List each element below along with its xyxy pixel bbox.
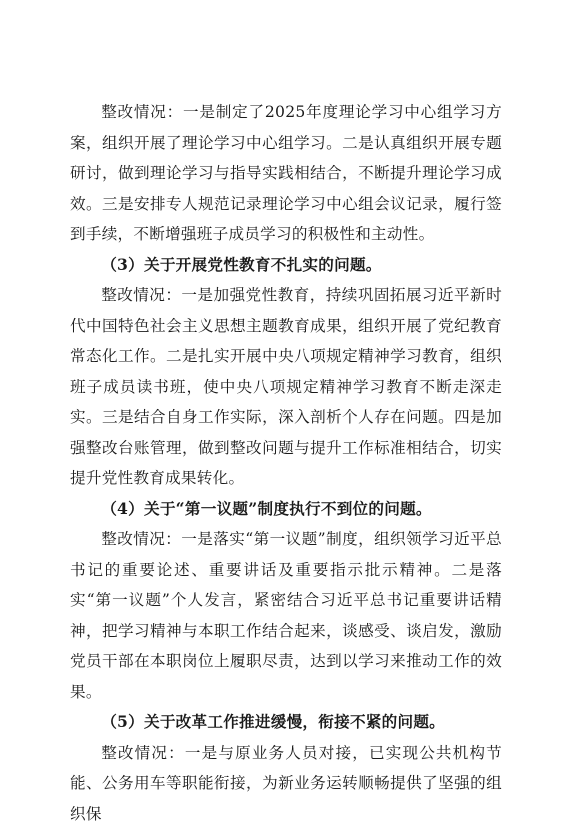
heading-party-spirit-education: （3）关于开展党性教育不扎实的问题。 — [70, 250, 502, 281]
document-page — [70, 97, 502, 829]
paragraph-rectification-first-topic: 整改情况：一是落实“第一议题”制度，组织领学习近平总书记的重要论述、重要讲话及重要指示批示精神。二是落实“第一议题”个人发言，紧密结合习近平总书记重要讲话精神，把学习精神与本职工作结合起来，谈感受、谈启发，激励党员干部在本职岗位上履职尽责，达到以学习来推动工作的效果。 — [70, 524, 502, 707]
paragraph-rectification-party-spirit: 整改情况：一是加强党性教育，持续巩固拓展习近平新时代中国特色社会主义思想主题教育成果，组织开展了党纪教育常态化工作。二是扎实开展中央八项规定精神学习教育，组织班子成员读书班，使中央八项规定精神学习教育不断走深走实。三是结合自身工作实际，深入剖析个人存在问题。四是加强整改台账管理，做到整改问题与提升工作标准相结合，切实提升党性教育成果转化。 — [70, 280, 502, 494]
paragraph-rectification-study: 整改情况：一是制定了2025年度理论学习中心组学习方案，组织开展了理论学习中心组学习。二是认真组织开展专题研讨，做到理论学习与指导实践相结合，不断提升理论学习成效。三是安排专人规范记录理论学习中心组会议记录，履行签到手续，不断增强班子成员学习的积极性和主动性。 — [70, 97, 502, 250]
heading-first-topic-system: （4）关于“第一议题”制度执行不到位的问题。 — [70, 494, 502, 525]
paragraph-rectification-reform: 整改情况：一是与原业务人员对接，已实现公共机构节能、公务用车等职能衔接，为新业务运转顺畅提供了坚强的组织保 — [70, 738, 502, 829]
heading-reform-progress: （5）关于改革工作推进缓慢，衔接不紧的问题。 — [70, 707, 502, 738]
